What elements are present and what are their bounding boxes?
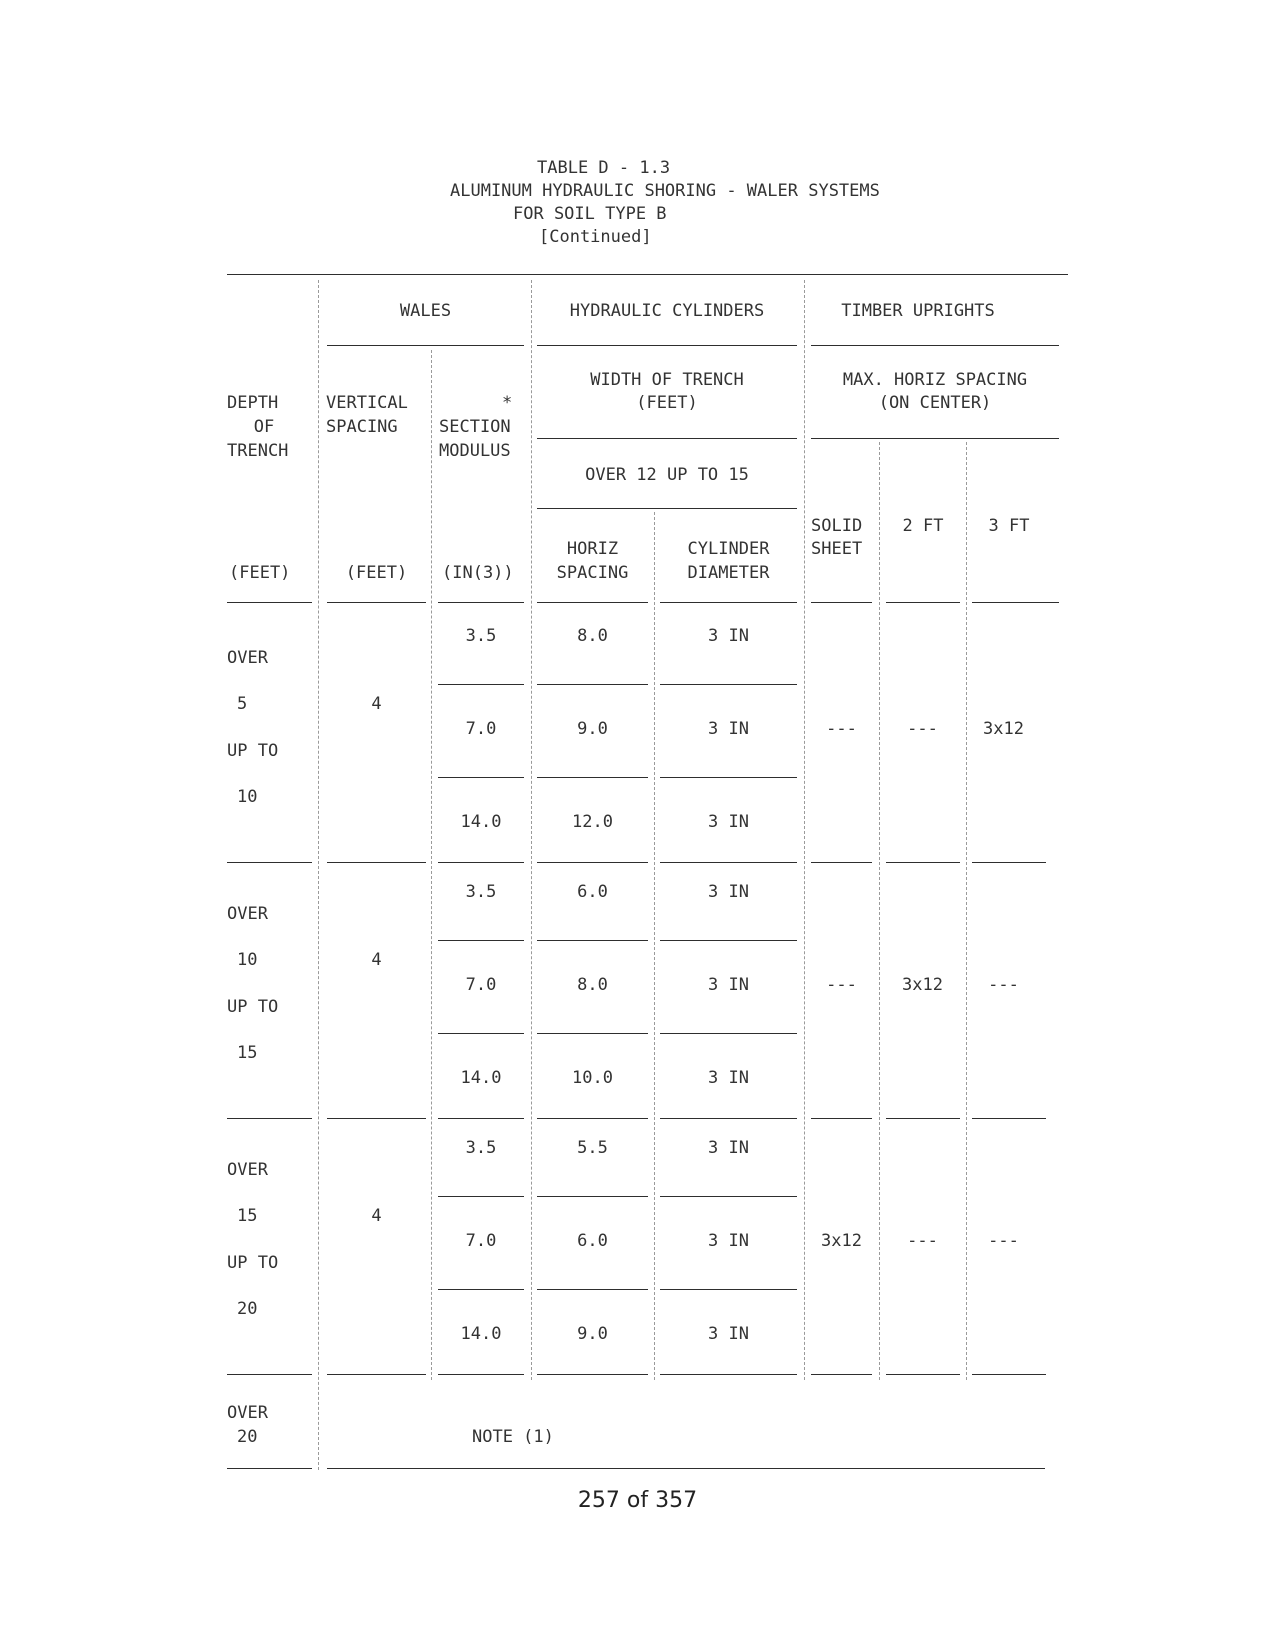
rule xyxy=(537,602,648,603)
on-center-label: (ON CENTER) xyxy=(878,393,992,413)
rule xyxy=(811,438,1059,439)
rule xyxy=(438,602,524,603)
horiz-spacing-value: 6.0 xyxy=(577,1231,608,1251)
section-units: (IN(3)) xyxy=(442,563,514,583)
width-of-trench-header: WIDTH OF TRENCH xyxy=(590,370,744,390)
row-rule xyxy=(537,777,648,778)
group-rule xyxy=(438,1374,524,1375)
depth-range-label: 20 xyxy=(237,1299,258,1319)
horiz-spacing-value: 8.0 xyxy=(577,626,608,646)
rule xyxy=(811,602,872,603)
section-modulus-value: 3.5 xyxy=(465,1138,497,1158)
row-rule xyxy=(537,1289,648,1290)
vertical-spacing-value: 4 xyxy=(371,694,382,714)
continued-label: [Continued] xyxy=(539,227,652,247)
solid-sheet-header: SOLID xyxy=(811,516,863,536)
group-rule xyxy=(660,862,797,863)
rule xyxy=(811,345,1059,346)
cylinder-diameter-value: 3 IN xyxy=(708,1068,749,1088)
two-ft-header: 2 FT xyxy=(902,516,944,536)
two-ft-value: 3x12 xyxy=(902,975,943,995)
over-range-header: OVER 12 UP TO 15 xyxy=(585,465,749,485)
horiz-spacing-value: 12.0 xyxy=(572,812,613,832)
group-rule xyxy=(886,862,960,863)
cylinder-diameter-value: 3 IN xyxy=(708,1138,749,1158)
vertical-spacing-value: 4 xyxy=(371,1206,382,1226)
cylinder-diameter-header: CYLINDER xyxy=(687,539,770,559)
depth-range-label: 10 xyxy=(237,787,258,807)
group-rule xyxy=(660,1374,797,1375)
rule xyxy=(327,602,426,603)
note-label: NOTE (1) xyxy=(472,1427,554,1447)
group-rule xyxy=(972,1118,1046,1119)
group-rule xyxy=(537,862,648,863)
row-rule xyxy=(438,777,524,778)
wales-header: WALES xyxy=(399,301,452,321)
row-rule xyxy=(537,940,648,941)
column-divider xyxy=(804,280,805,1380)
group-rule xyxy=(227,1374,312,1375)
depth-range-label: UP TO xyxy=(227,997,279,1017)
group-rule xyxy=(227,1118,312,1119)
section-modulus-value: 14.0 xyxy=(460,812,502,832)
column-divider xyxy=(531,280,532,1380)
horiz-spacing-value: 10.0 xyxy=(572,1068,613,1088)
depth-range-label: OVER xyxy=(227,1160,268,1180)
vertical-spacing-header: VERTICAL xyxy=(326,393,408,413)
cylinder-diameter-value: 3 IN xyxy=(708,882,749,902)
rule xyxy=(227,602,312,603)
section-modulus-value: 7.0 xyxy=(465,975,497,995)
vertical-units: (FEET) xyxy=(345,563,408,583)
cylinder-diameter-value: 3 IN xyxy=(708,1231,749,1251)
last-depth-label: 20 xyxy=(237,1427,258,1447)
column-divider xyxy=(431,350,432,1380)
horiz-spacing-value: 9.0 xyxy=(577,719,608,739)
group-rule xyxy=(972,862,1046,863)
rule xyxy=(660,602,797,603)
page-number: 257 of 357 xyxy=(577,1488,698,1513)
row-rule xyxy=(660,684,797,685)
table-subtitle: ALUMINUM HYDRAULIC SHORING - WALER SYSTEMS xyxy=(450,181,880,201)
width-units: (FEET) xyxy=(636,393,698,413)
row-rule xyxy=(438,684,524,685)
group-rule xyxy=(660,1118,797,1119)
group-rule xyxy=(886,1374,960,1375)
table-title: TABLE D - 1.3 xyxy=(537,158,671,178)
cylinder-diameter-value: 3 IN xyxy=(708,812,749,832)
depth-range-label: 10 xyxy=(237,950,258,970)
group-rule xyxy=(811,1374,872,1375)
hydraulic-cylinders-header: HYDRAULIC CYLINDERS xyxy=(569,301,765,321)
section-modulus-asterisk: * xyxy=(502,393,513,413)
cylinder-diameter-header: DIAMETER xyxy=(687,563,770,583)
row-rule xyxy=(438,1289,524,1290)
horiz-spacing-value: 6.0 xyxy=(577,882,608,902)
section-modulus-value: 3.5 xyxy=(465,626,497,646)
group-rule xyxy=(227,862,312,863)
row-rule xyxy=(537,684,648,685)
group-rule xyxy=(327,1374,426,1375)
timber-uprights-header: TIMBER UPRIGHTS xyxy=(841,301,995,321)
horiz-spacing-value: 5.5 xyxy=(577,1138,608,1158)
two-ft-value: --- xyxy=(907,1231,938,1251)
solid-sheet-header: SHEET xyxy=(811,539,863,559)
depth-header: TRENCH xyxy=(227,441,289,461)
depth-range-label: OVER xyxy=(227,648,268,668)
depth-header: OF xyxy=(253,417,275,437)
solid-sheet-value: --- xyxy=(826,719,857,739)
row-rule xyxy=(438,940,524,941)
depth-range-label: OVER xyxy=(227,904,268,924)
section-modulus-value: 14.0 xyxy=(460,1324,502,1344)
row-rule xyxy=(660,940,797,941)
rule xyxy=(537,438,797,439)
group-rule xyxy=(811,1118,872,1119)
row-rule xyxy=(660,1196,797,1197)
rule xyxy=(886,602,960,603)
solid-sheet-value: --- xyxy=(826,975,857,995)
section-modulus-header: SECTION xyxy=(439,417,511,437)
row-rule xyxy=(660,1033,797,1034)
table-top-rule xyxy=(227,274,1068,275)
vertical-spacing-header: SPACING xyxy=(326,417,398,437)
group-rule xyxy=(327,1118,426,1119)
column-divider xyxy=(318,280,319,1470)
soil-type-label: FOR SOIL TYPE B xyxy=(513,204,667,224)
three-ft-value: --- xyxy=(988,975,1019,995)
solid-sheet-value: 3x12 xyxy=(821,1231,862,1251)
depth-header: DEPTH xyxy=(227,393,279,413)
horiz-spacing-header: HORIZ xyxy=(566,539,619,559)
vertical-spacing-value: 4 xyxy=(371,950,382,970)
table-bottom-rule xyxy=(327,1468,1045,1469)
three-ft-header: 3 FT xyxy=(988,516,1030,536)
section-modulus-value: 3.5 xyxy=(465,882,497,902)
three-ft-value: --- xyxy=(988,1231,1019,1251)
group-rule xyxy=(886,1118,960,1119)
row-rule xyxy=(537,1196,648,1197)
horiz-spacing-value: 8.0 xyxy=(577,975,608,995)
depth-range-label: 5 xyxy=(237,694,248,714)
section-modulus-value: 7.0 xyxy=(465,1231,497,1251)
group-rule xyxy=(438,862,524,863)
horiz-spacing-value: 9.0 xyxy=(577,1324,608,1344)
cylinder-diameter-value: 3 IN xyxy=(708,1324,749,1344)
group-rule xyxy=(537,1118,648,1119)
last-depth-label: OVER xyxy=(227,1403,268,1423)
horiz-spacing-header: SPACING xyxy=(556,563,629,583)
group-rule xyxy=(438,1118,524,1119)
section-modulus-value: 14.0 xyxy=(460,1068,502,1088)
row-rule xyxy=(438,1196,524,1197)
row-rule xyxy=(537,1033,648,1034)
rule xyxy=(537,508,797,509)
group-rule xyxy=(811,862,872,863)
row-rule xyxy=(438,1033,524,1034)
three-ft-value: 3x12 xyxy=(983,719,1024,739)
group-rule xyxy=(537,1374,648,1375)
cylinder-diameter-value: 3 IN xyxy=(708,719,749,739)
depth-range-label: UP TO xyxy=(227,1253,279,1273)
depth-range-label: UP TO xyxy=(227,741,279,761)
section-modulus-header: MODULUS xyxy=(439,441,511,461)
table-bottom-rule xyxy=(227,1468,312,1469)
group-rule xyxy=(972,1374,1046,1375)
section-modulus-value: 7.0 xyxy=(465,719,497,739)
depth-range-label: 15 xyxy=(237,1206,258,1226)
row-rule xyxy=(660,1289,797,1290)
cylinder-diameter-value: 3 IN xyxy=(708,626,749,646)
depth-units: (FEET) xyxy=(229,563,291,583)
two-ft-value: --- xyxy=(907,719,938,739)
column-divider xyxy=(654,512,655,1380)
max-horiz-spacing-header: MAX. HORIZ SPACING xyxy=(842,370,1028,390)
cylinder-diameter-value: 3 IN xyxy=(708,975,749,995)
rule xyxy=(327,345,524,346)
rule xyxy=(537,345,797,346)
row-rule xyxy=(660,777,797,778)
group-rule xyxy=(327,862,426,863)
rule xyxy=(972,602,1059,603)
depth-range-label: 15 xyxy=(237,1043,258,1063)
